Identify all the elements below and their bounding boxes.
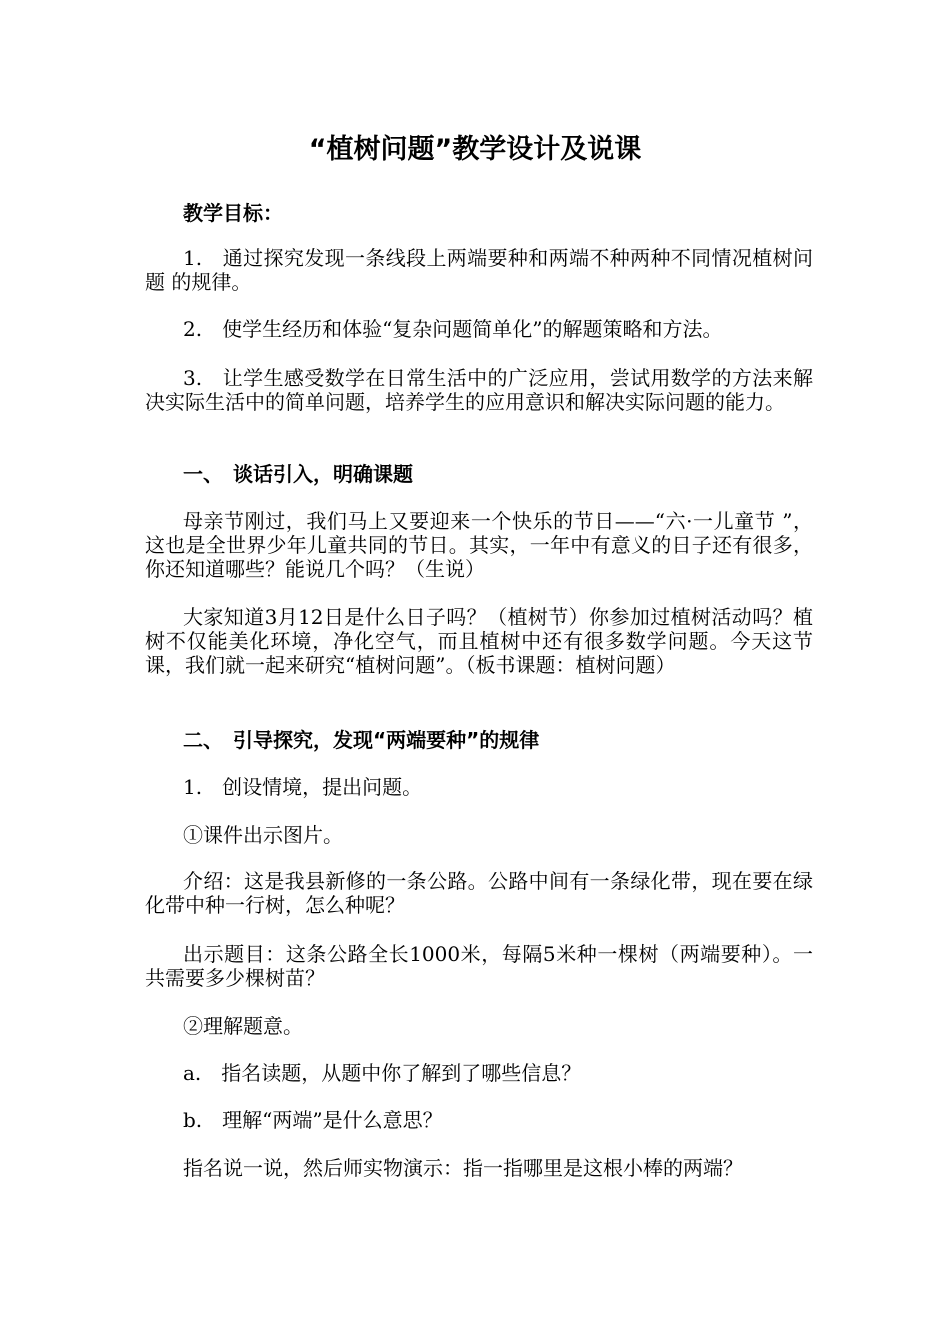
objectives-heading: 教学目标： (183, 201, 283, 225)
section-2-paragraph-7: b. 理解“两端”是什么意思？ (183, 1108, 443, 1132)
section-2-paragraph-3: 介绍：这是我县新修的一条公路。公路中间有一条绿化带，现在要在绿化带中种一行树，怎么种呢？ (145, 869, 813, 917)
document-title: “植树问题”教学设计及说课 (308, 134, 642, 165)
section-2-paragraph-5: ②理解题意。 (183, 1014, 303, 1038)
section-2-paragraph-6: a. 指名读题，从题中你了解到了哪些信息？ (183, 1061, 582, 1085)
section-2-paragraph-4: 出示题目：这条公路全长1000米，每隔5米种一棵树（两端要种）。一共需要多少棵树苗？ (145, 942, 813, 990)
objective-3: 3. 让学生感受数学在日常生活中的广泛应用，尝试用数学的方法来解决实际生活中的简单问题，培养学生的应用意识和解决实际问题的能力。 (145, 366, 813, 414)
section-2-heading: 二、 引导探究，发现“两端要种”的规律 (183, 728, 540, 752)
section-2-paragraph-2: ①课件出示图片。 (183, 823, 343, 847)
section-2-paragraph-1: 1. 创设情境，提出问题。 (183, 775, 423, 799)
section-1-paragraph-2: 大家知道3月12日是什么日子吗？（植树节）你参加过植树活动吗？植树不仅能美化环境，净化空气，而且植树中还有很多数学问题。今天这节课，我们就一起来研究“植树问题”。（板书课题：植树问题） (145, 605, 813, 677)
objective-1: 1. 通过探究发现一条线段上两端要种和两端不种两种不同情况植树问题 的规律。 (145, 246, 813, 294)
objective-2: 2. 使学生经历和体验“复杂问题简单化”的解题策略和方法。 (183, 317, 723, 341)
section-1-heading: 一、 谈话引入，明确课题 (183, 462, 413, 486)
section-1-paragraph-1: 母亲节刚过，我们马上又要迎来一个快乐的节日——“六·一儿童节 ”，这也是全世界少年儿童共同的节日。其实，一年中有意义的日子还有很多，你还知道哪些？能说几个吗？（生说） (145, 509, 813, 581)
section-2-paragraph-8: 指名说一说，然后师实物演示：指一指哪里是这根小棒的两端？ (183, 1156, 743, 1180)
